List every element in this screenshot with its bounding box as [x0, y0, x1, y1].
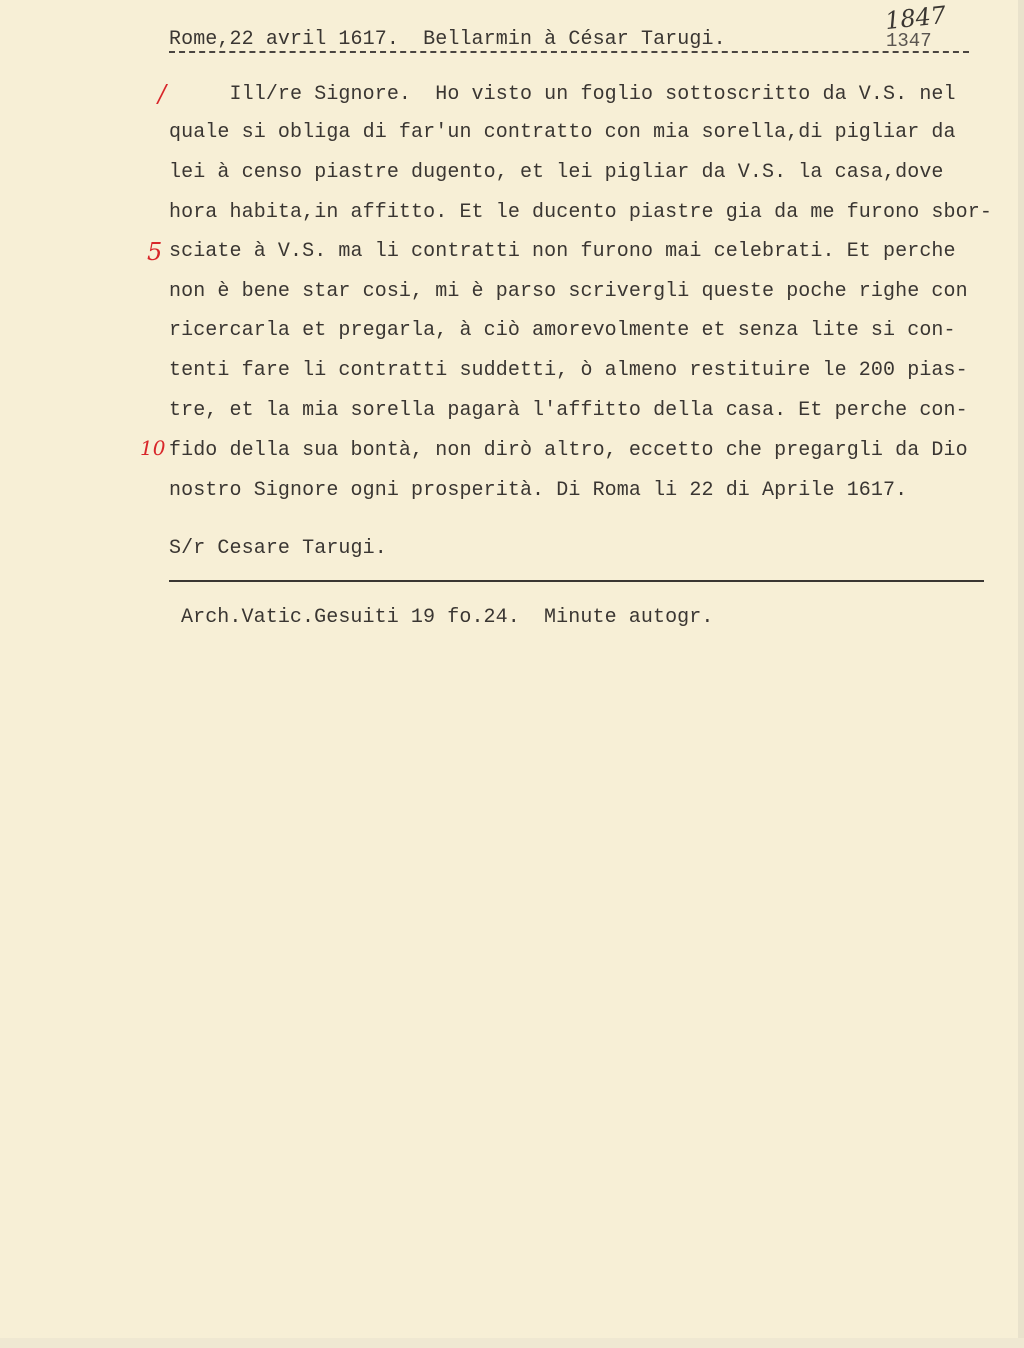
margin-mark-5: 5: [147, 238, 163, 266]
page-bottom-edge: [0, 1338, 1024, 1348]
body-line: tre, et la mia sorella pagarà l'affitto della casa. Et perche con-: [169, 399, 968, 422]
body-line: quale si obliga di far'un contratto con mia sorella,di pigliar da: [169, 121, 956, 144]
body-line: Ill/re Signore. Ho visto un foglio sottoscritto da V.S. nel: [169, 83, 956, 106]
body-line: lei à censo piastre dugento, et lei pigliar da V.S. la casa,dove: [169, 161, 944, 184]
signature: S/r Cesare Tarugi.: [169, 537, 387, 560]
body-line: tenti fare li contratti suddetti, ò almeno restituire le 200 pias-: [169, 359, 968, 382]
header-dashed-rule: [169, 51, 969, 53]
document-header: Rome,22 avril 1617. Bellarmin à César Tarugi.: [169, 28, 726, 51]
body-line: fido della sua bontà, non dirò altro, eccetto che pregargli da Dio: [169, 439, 968, 462]
margin-mark-1: /: [158, 80, 167, 108]
body-line: ricercarla et pregarla, à ciò amorevolmente et senza lite si con-: [169, 319, 956, 342]
body-line: hora habita,in affitto. Et le ducento piastre gia da me furono sbor-: [169, 201, 992, 224]
margin-mark-10: 10: [140, 436, 166, 460]
archive-reference: Arch.Vatic.Gesuiti 19 fo.24. Minute autogr.: [181, 606, 714, 629]
body-line: nostro Signore ogni prosperità. Di Roma li 22 di Aprile 1617.: [169, 479, 908, 502]
body-line: non è bene star cosi, mi è parso scrivergli queste poche righe con: [169, 280, 968, 303]
footer-rule: [169, 580, 984, 582]
page-edge: [1018, 0, 1024, 1348]
typed-page-number: 1347: [886, 30, 932, 52]
handwritten-page-number: 1847: [883, 0, 948, 36]
body-line: sciate à V.S. ma li contratti non furono mai celebrati. Et perche: [169, 240, 956, 263]
